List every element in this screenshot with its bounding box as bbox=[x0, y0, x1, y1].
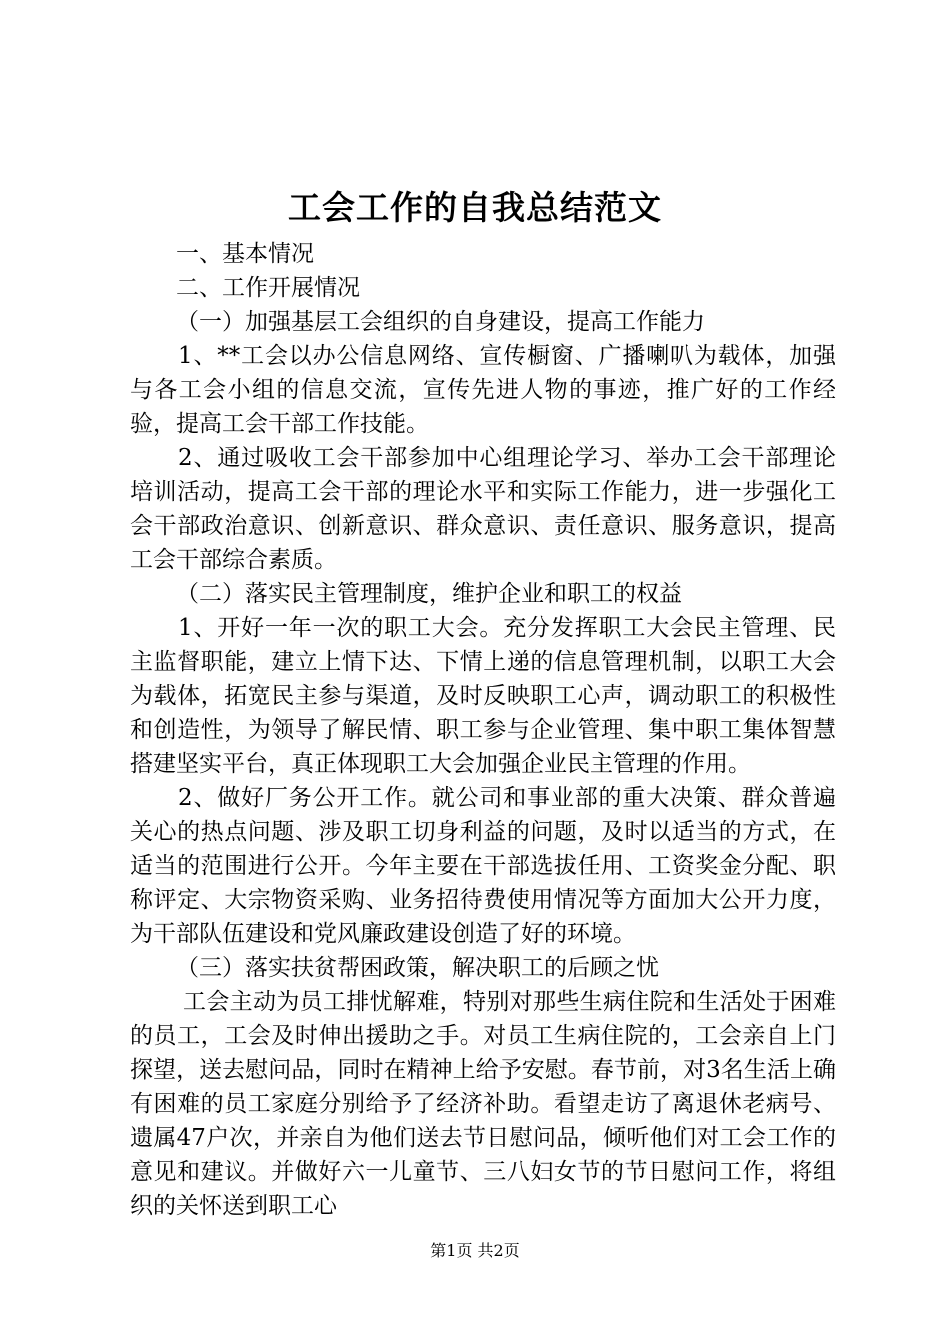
document-body bbox=[130, 237, 836, 1223]
subsection-heading-3: （三）落实扶贫帮困政策，解决职工的后顾之忧 bbox=[176, 955, 659, 981]
paragraph-1-2: 2、通过吸收工会干部参加中心组理论学习、举办工会干部理论培训活动，提高工会干部的理论水平和实际工作能力，进一步强化工会干部政治意识、创新意识、群众意识、责任意识、服务意识，提高工会干部综合素质。 bbox=[130, 445, 836, 573]
section-heading-basic: 一、基本情况 bbox=[176, 241, 314, 267]
subsection-heading-1: （一）加强基层工会组织的自身建设，提高工作能力 bbox=[176, 309, 705, 335]
paragraph-2-2: 2、做好厂务公开工作。就公司和事业部的重大决策、群众普遍关心的热点问题、涉及职工切身利益的问题，及时以适当的方式，在适当的范围进行公开。今年主要在干部选拔任用、工资奖金分配、职称评定、大宗物资采购、业务招待费使用情况等方面加大公开力度，为干部队伍建设和党风廉政建设创造了好的环境。 bbox=[130, 785, 836, 947]
paragraph-2-1: 1、开好一年一次的职工大会。充分发挥职工大会民主管理、民主监督职能，建立上情下达、下情上递的信息管理机制，以职工大会为载体，拓宽民主参与渠道，及时反映职工心声，调动职工的积极性和创造性，为领导了解民情、职工参与企业管理、集中职工集体智慧搭建坚实平台，真正体现职工大会加强企业民主管理的作用。 bbox=[130, 615, 836, 777]
page-indicator: 第1页 共2页 bbox=[430, 1241, 520, 1260]
subsection-heading-2: （二）落实民主管理制度，维护企业和职工的权益 bbox=[176, 581, 682, 607]
paragraph-1-1: 1、**工会以办公信息网络、宣传橱窗、广播喇叭为载体，加强与各工会小组的信息交流，宣传先进人物的事迹，推广好的工作经验，提高工会干部工作技能。 bbox=[130, 343, 836, 437]
document-title: 工会工作的自我总结范文 bbox=[288, 188, 662, 227]
paragraph-3-1: 工会主动为员工排忧解难，特别对那些生病住院和生活处于困难的员工，工会及时伸出援助之手。对员工生病住院的，工会亲自上门探望，送去慰问品，同时在精神上给予安慰。春节前，对3名生活上确有困难的员工家庭分别给予了经济补助。看望走访了离退休老病号、遗属47户次，并亲自为他们送去节日慰问品，倾听他们对工会工作的意见和建议。并做好六一儿童节、三八妇女节的节日慰问工作，将组织的关怀送到职工心 bbox=[130, 989, 836, 1219]
section-heading-work: 二、工作开展情况 bbox=[176, 275, 360, 301]
